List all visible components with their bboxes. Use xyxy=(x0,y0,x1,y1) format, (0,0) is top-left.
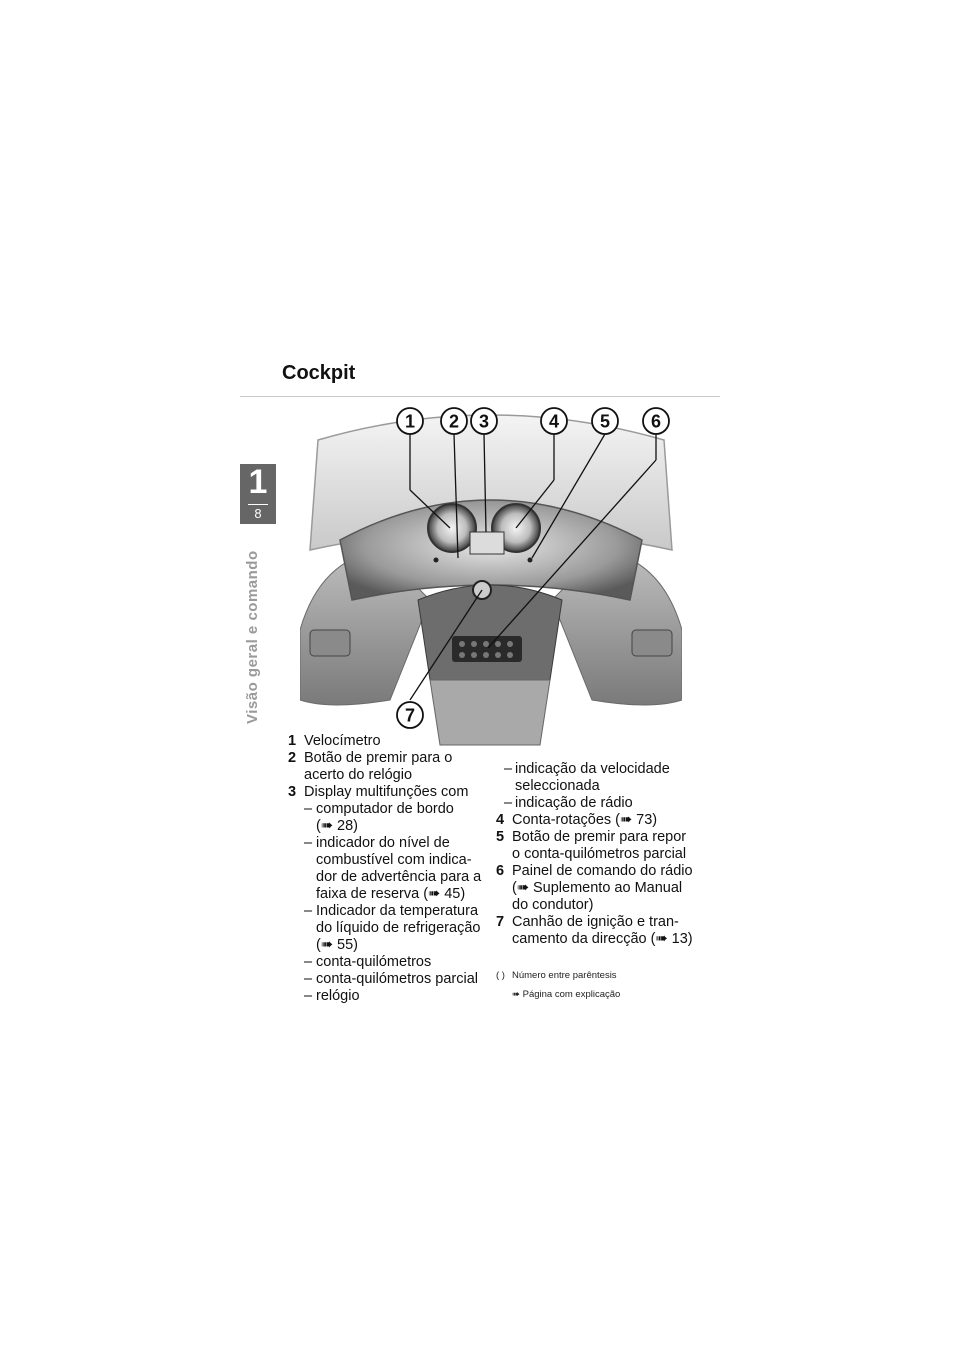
console xyxy=(418,585,562,680)
title-divider xyxy=(240,396,720,397)
list-item: 1 Velocímetro xyxy=(288,733,381,749)
callout-7: 7 xyxy=(404,705,416,726)
parenthesis-symbol: ( ) xyxy=(496,970,505,981)
callout-1: 1 xyxy=(404,411,416,432)
list-item: 2 Botão de premir para o acerto do relógio xyxy=(288,750,453,783)
legend-column-left xyxy=(288,733,488,1005)
page-number: 8 xyxy=(254,506,262,521)
list-item: 4 Conta-rotações (➠ 73) xyxy=(496,812,658,828)
list-item: 6 Painel de comando do rádio (➠ Suplemento ao Manual do condutor) xyxy=(496,863,693,913)
callout-6: 6 xyxy=(650,411,662,432)
chapter-divider xyxy=(248,504,268,505)
legend-column-right xyxy=(496,761,706,948)
chapter-side-title: Visão geral e comando xyxy=(244,550,261,724)
legend-arrow-text: Página com explicação xyxy=(522,989,621,1000)
callout-3: 3 xyxy=(478,411,490,432)
callout-4: 4 xyxy=(548,411,560,432)
radio-panel xyxy=(452,636,522,662)
sub-item: – conta-quilómetros parcial xyxy=(304,971,478,987)
callout-5: 5 xyxy=(599,411,611,432)
list-item: 3 Display multifunções com xyxy=(288,784,469,800)
arrow-icon: ➠ xyxy=(512,989,520,1000)
cockpit-illustration xyxy=(300,400,682,750)
sub-item: – relógio xyxy=(304,988,360,1004)
page-title: Cockpit xyxy=(282,362,356,384)
sub-item: – Indicador da temperatura do líquido de refrigeração (➠ 55) xyxy=(304,903,481,953)
legend-parenthesis-text: Número entre parêntesis xyxy=(512,970,617,981)
sub-item: – conta-quilómetros xyxy=(304,954,432,970)
speedometer-gauge xyxy=(428,504,476,552)
chapter-tab xyxy=(240,464,276,524)
sub-item: – computador de bordo (➠ 28) xyxy=(304,801,454,834)
callout-2: 2 xyxy=(448,411,460,432)
chapter-number: 1 xyxy=(248,463,268,501)
sub-item: – indicação de rádio xyxy=(504,795,633,811)
list-item: 5 Botão de premir para repor o conta-quilómetros parcial xyxy=(496,829,687,862)
multifunction-display xyxy=(470,532,504,554)
list-item: 7 Canhão de ignição e tran- camento da direcção (➠ 13) xyxy=(496,914,693,947)
sub-item: – indicação da velocidade seleccionada xyxy=(504,761,670,794)
sub-item: – indicador do nível de combustível com indica- dor de advertência para a faixa de reserva (➠ 45) xyxy=(304,835,482,902)
